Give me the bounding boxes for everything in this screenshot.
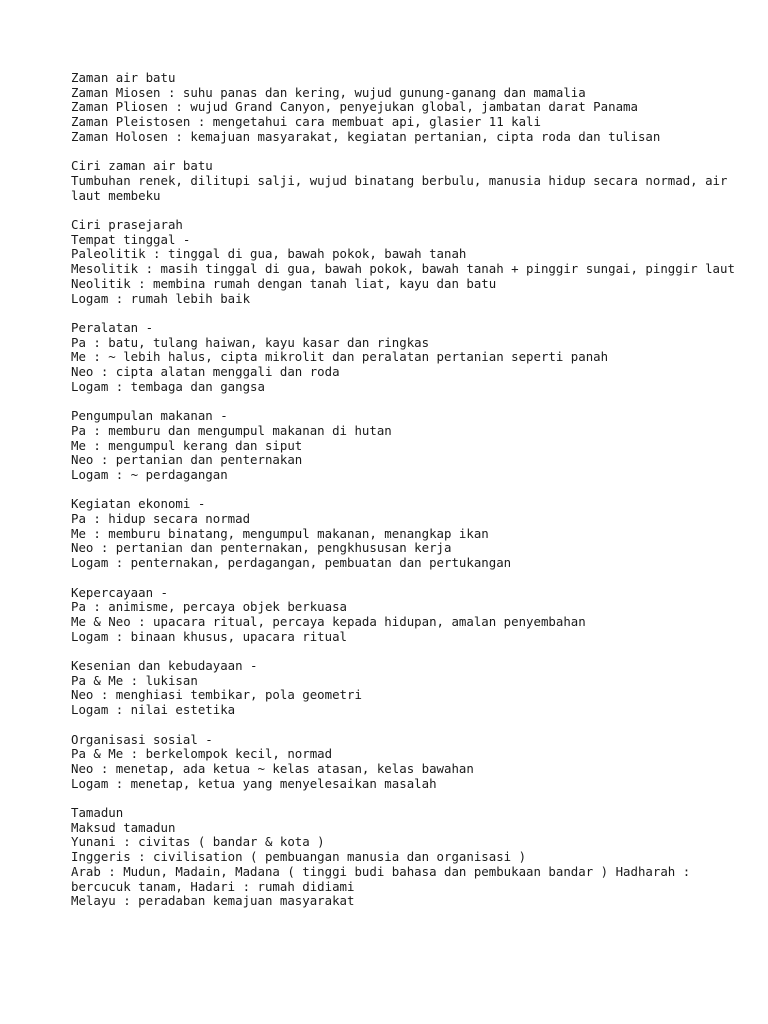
text-line: Pa : hidup secara normad <box>71 511 251 527</box>
text-line: Pa : batu, tulang haiwan, kayu kasar dan ringkas <box>71 334 430 350</box>
text-line: Neo : menghiasi tembikar, pola geometri <box>71 687 362 703</box>
text-line: Neo : pertanian dan penternakan <box>71 452 303 468</box>
section-tamadun <box>71 806 751 909</box>
section-zaman-air-batu <box>71 71 751 145</box>
text-line: Logam : penternakan, perdagangan, pembuatan dan pertukangan <box>71 555 512 571</box>
text-line: Me & Neo : upacara ritual, percaya kepada hidupan, amalan penyembahan <box>71 613 586 629</box>
section-kegiatan-ekonomi <box>71 497 751 571</box>
text-line: Yunani : civitas ( bandar & kota ) <box>71 834 325 850</box>
text-line: Logam : binaan khusus, upacara ritual <box>71 628 348 644</box>
text-line: Zaman Pliosen : wujud Grand Canyon, penyejukan global, jambatan darat Panama <box>71 99 638 115</box>
text-line: Zaman Holosen : kemajuan masyarakat, kegiatan pertanian, cipta roda dan tulisan <box>71 128 661 144</box>
text-line: Pengumpulan makanan - <box>71 408 228 424</box>
text-line: Logam : ~ perdagangan <box>71 466 228 482</box>
text-line: Neolitik : membina rumah dengan tanah liat, kayu dan batu <box>71 275 497 291</box>
text-line: Zaman Miosen : suhu panas dan kering, wujud gunung-ganang dan mamalia <box>71 84 586 100</box>
text-line: Logam : menetap, ketua yang menyelesaikan masalah <box>71 775 437 791</box>
text-line: Neo : cipta alatan menggali dan roda <box>71 364 340 380</box>
section-kesenian-kebudayaan <box>71 659 751 718</box>
text-line: Maksud tamadun <box>71 819 176 835</box>
text-line: Peralatan - <box>71 319 154 335</box>
text-line: Me : mengumpul kerang dan siput <box>71 437 303 453</box>
section-organisasi-sosial <box>71 733 751 792</box>
text-line: Me : ~ lebih halus, cipta mikrolit dan peralatan pertanian seperti panah <box>71 349 609 365</box>
text-line: Melayu : peradaban kemajuan masyarakat <box>71 893 355 909</box>
text-line: Kesenian dan kebudayaan - <box>71 658 258 674</box>
text-line: Zaman air batu <box>71 70 176 85</box>
text-line: Pa & Me : berkelompok kecil, normad <box>71 746 333 762</box>
text-line: Pa : memburu dan mengumpul makanan di hutan <box>71 422 392 438</box>
text-line: Ciri zaman air batu <box>71 158 213 174</box>
text-line: Ciri prasejarah <box>71 217 183 232</box>
section-ciri-zaman-air-batu <box>71 159 751 203</box>
document-page <box>71 71 751 924</box>
text-line: Logam : nilai estetika <box>71 702 236 718</box>
text-line: Logam : rumah lebih baik <box>71 290 251 306</box>
text-line: Neo : menetap, ada ketua ~ kelas atasan, kelas bawahan <box>71 760 474 776</box>
text-line: Logam : tembaga dan gangsa <box>71 378 265 394</box>
text-line: Arab : Mudun, Madain, Madana ( tinggi budi bahasa dan pembukaan bandar ) Hadharah : bercucuk tanam, Hadari : rumah didiami <box>71 863 698 894</box>
section-kepercayaan <box>71 586 751 645</box>
section-peralatan <box>71 321 751 395</box>
text-line: Zaman Pleistosen : mengetahui cara membuat api, glasier 11 kali <box>71 114 541 130</box>
text-line: Me : memburu binatang, mengumpul makanan, menangkap ikan <box>71 525 489 541</box>
section-pengumpulan-makanan <box>71 409 751 483</box>
text-line: Mesolitik : masih tinggal di gua, bawah pokok, bawah tanah + pinggir sungai, pinggir laut <box>71 261 735 277</box>
text-line: Organisasi sosial - <box>71 731 213 747</box>
text-line: Tamadun <box>71 805 124 821</box>
text-line: Kepercayaan - <box>71 584 168 600</box>
text-line: Tumbuhan renek, dilitupi salji, wujud binatang berbulu, manusia hidup secara normad, air laut membeku <box>71 172 735 203</box>
text-line: Inggeris : civilisation ( pembuangan manusia dan organisasi ) <box>71 849 527 865</box>
text-line: Kegiatan ekonomi - <box>71 496 206 512</box>
text-line: Pa : animisme, percaya objek berkuasa <box>71 599 348 615</box>
text-line: Neo : pertanian dan penternakan, pengkhususan kerja <box>71 540 452 556</box>
text-line: Paleolitik : tinggal di gua, bawah pokok, bawah tanah <box>71 246 467 262</box>
text-line: Pa & Me : lukisan <box>71 672 198 688</box>
text-line: Tempat tinggal - <box>71 231 191 247</box>
section-ciri-prasejarah <box>71 218 751 306</box>
